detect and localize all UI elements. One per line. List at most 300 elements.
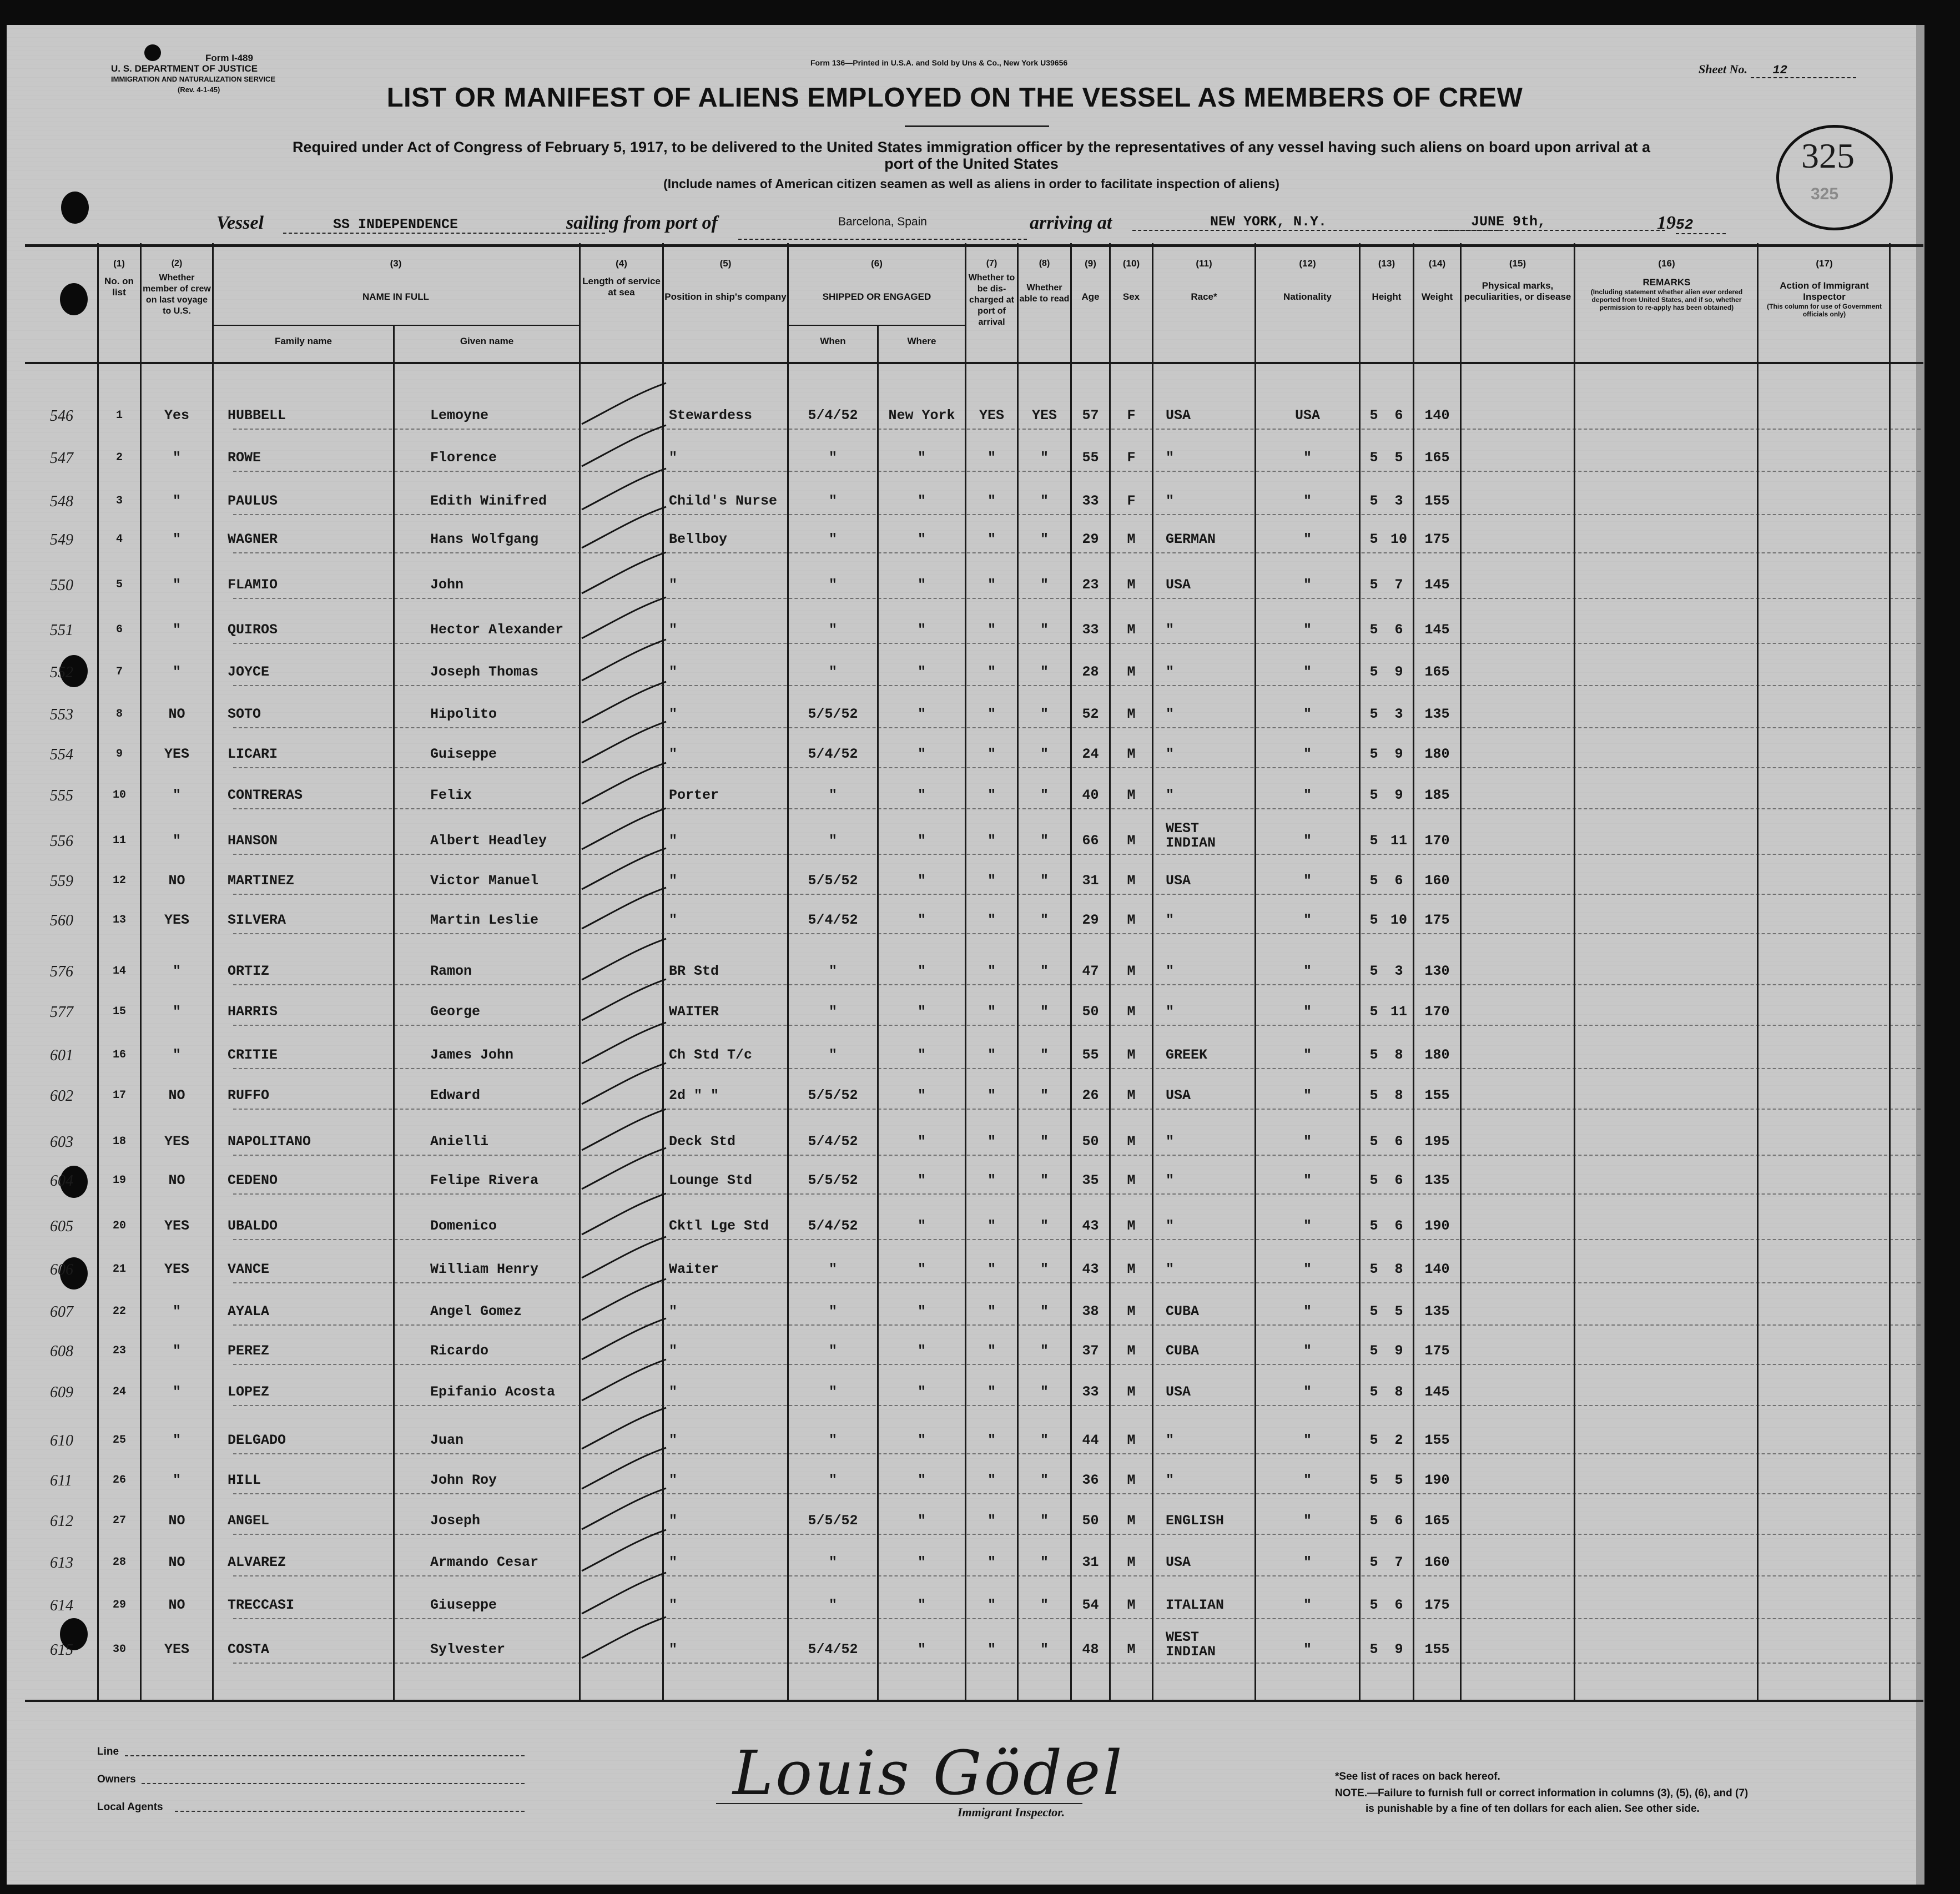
col-number: (1) bbox=[113, 258, 125, 269]
position: " bbox=[669, 1384, 678, 1400]
weight: 165 bbox=[1424, 450, 1450, 466]
col-title: Whether able to read bbox=[1019, 283, 1070, 304]
sex: M bbox=[1127, 531, 1136, 547]
manifest-number: 604 bbox=[50, 1172, 73, 1190]
shipped-where: " bbox=[917, 963, 926, 979]
race: WEST INDIAN bbox=[1166, 1629, 1216, 1660]
height-inches: 8 bbox=[1394, 1384, 1403, 1400]
col-number: (9) bbox=[1085, 258, 1096, 269]
sex: M bbox=[1127, 1432, 1136, 1448]
agents-blank bbox=[175, 1811, 525, 1812]
height-feet: 5 bbox=[1369, 664, 1378, 680]
able-to-read: " bbox=[1040, 1597, 1049, 1613]
list-number: 24 bbox=[112, 1386, 126, 1398]
service-check-mark bbox=[577, 548, 672, 598]
check-stroke bbox=[582, 888, 666, 929]
weight: 155 bbox=[1424, 1087, 1450, 1104]
col-title: Length of service at sea bbox=[582, 276, 661, 298]
service-check-mark bbox=[577, 1613, 672, 1663]
row-rule bbox=[233, 1155, 1921, 1156]
given-name: Domenico bbox=[430, 1218, 497, 1234]
family-name: HILL bbox=[228, 1472, 261, 1488]
weight: 175 bbox=[1424, 1597, 1450, 1613]
crew-last-voyage: NO bbox=[168, 1597, 185, 1613]
list-number: 25 bbox=[112, 1434, 126, 1447]
manifest-number: 613 bbox=[50, 1554, 73, 1571]
family-name: QUIROS bbox=[228, 622, 278, 638]
nationality: " bbox=[1303, 493, 1312, 509]
sheet-number-field bbox=[1699, 62, 1856, 78]
sex: M bbox=[1127, 873, 1136, 889]
nationality: " bbox=[1303, 1384, 1312, 1400]
shipped-where: " bbox=[917, 912, 926, 928]
manifest-number: 547 bbox=[50, 450, 73, 467]
weight: 175 bbox=[1424, 1343, 1450, 1359]
manifest-number: 560 bbox=[50, 912, 73, 929]
check-stroke bbox=[582, 1488, 666, 1529]
position: " bbox=[669, 1554, 678, 1570]
shipped-where: " bbox=[917, 833, 926, 849]
sex: M bbox=[1127, 1047, 1136, 1063]
age: 26 bbox=[1082, 1087, 1099, 1104]
inspector-label: Immigrant Inspector. bbox=[958, 1805, 1065, 1819]
height-feet: 5 bbox=[1369, 1343, 1378, 1359]
nationality: " bbox=[1303, 1047, 1312, 1063]
height-inches: 6 bbox=[1394, 622, 1403, 638]
row-rule bbox=[233, 643, 1921, 644]
nationality: " bbox=[1303, 1134, 1312, 1150]
race: " bbox=[1166, 1261, 1175, 1277]
height-inches: 6 bbox=[1394, 407, 1403, 424]
discharged: " bbox=[987, 1004, 996, 1020]
family-name: PEREZ bbox=[228, 1343, 270, 1359]
col-header-age bbox=[1072, 258, 1109, 303]
shipped-when: 5/5/52 bbox=[808, 1513, 858, 1529]
crew-last-voyage: " bbox=[172, 833, 181, 849]
discharged: " bbox=[987, 1513, 996, 1529]
row-rule bbox=[233, 854, 1921, 855]
col-number: (2) bbox=[171, 259, 183, 268]
nationality: USA bbox=[1294, 407, 1320, 424]
weight: 145 bbox=[1424, 622, 1450, 638]
col-border bbox=[1460, 243, 1462, 1702]
col-title: Whether to be dis-charged at port of arrival bbox=[968, 273, 1015, 327]
height-feet: 5 bbox=[1369, 1087, 1378, 1104]
shipped-where: " bbox=[917, 1432, 926, 1448]
family-name: SILVERA bbox=[228, 912, 286, 928]
sex: M bbox=[1127, 1343, 1136, 1359]
given-name: Sylvester bbox=[430, 1641, 506, 1658]
age: 66 bbox=[1082, 833, 1099, 849]
shipped-where: " bbox=[917, 1641, 926, 1658]
able-to-read: " bbox=[1040, 833, 1049, 849]
penalty-note-2: is punishable by a fine of ten dollars for each alien. See other side. bbox=[1366, 1803, 1700, 1815]
race: " bbox=[1166, 746, 1175, 762]
row-rule bbox=[233, 1364, 1921, 1365]
age: 57 bbox=[1082, 407, 1099, 424]
height-feet: 5 bbox=[1369, 833, 1378, 849]
age: 52 bbox=[1082, 706, 1099, 722]
subtitle bbox=[111, 139, 1832, 192]
discharged: " bbox=[987, 706, 996, 722]
height-feet: 5 bbox=[1369, 746, 1378, 762]
stamp-number-printed: 325 bbox=[1811, 185, 1839, 203]
vessel-name: SS INDEPENDENCE bbox=[283, 216, 605, 234]
weight: 140 bbox=[1424, 407, 1450, 424]
subtitle-line-2: port of the United States bbox=[884, 155, 1059, 172]
shipped-when: " bbox=[828, 1343, 837, 1359]
family-name: ROWE bbox=[228, 450, 261, 466]
height-feet: 5 bbox=[1369, 1303, 1378, 1319]
manifest-number: 608 bbox=[50, 1343, 73, 1360]
crew-last-voyage: " bbox=[172, 1004, 181, 1020]
position: Porter bbox=[669, 787, 719, 803]
nationality: " bbox=[1303, 706, 1312, 722]
shipped-where: " bbox=[917, 1087, 926, 1104]
weight: 185 bbox=[1424, 787, 1450, 803]
penalty-note-1: NOTE.—Failure to furnish full or correct information in columns (3), (5), (6), and (7) bbox=[1335, 1787, 1749, 1799]
crew-last-voyage: NO bbox=[168, 873, 185, 889]
height-inches: 11 bbox=[1390, 833, 1407, 849]
nationality: " bbox=[1303, 833, 1312, 849]
family-name: NAPOLITANO bbox=[228, 1134, 311, 1150]
height-feet: 5 bbox=[1369, 622, 1378, 638]
nationality: " bbox=[1303, 1472, 1312, 1488]
position: " bbox=[669, 706, 678, 722]
height-inches: 8 bbox=[1394, 1047, 1403, 1063]
age: 50 bbox=[1082, 1134, 1099, 1150]
col-number: (5) bbox=[719, 258, 732, 269]
shipped-when: " bbox=[828, 1384, 837, 1400]
list-number: 14 bbox=[112, 965, 126, 978]
sheet-edge bbox=[1916, 25, 1924, 1885]
height-feet: 5 bbox=[1369, 1047, 1378, 1063]
able-to-read: " bbox=[1040, 706, 1049, 722]
check-stroke bbox=[582, 552, 666, 593]
weight: 180 bbox=[1424, 1047, 1450, 1063]
crew-last-voyage: YES bbox=[164, 1218, 189, 1234]
height-feet: 5 bbox=[1369, 1004, 1378, 1020]
able-to-read: " bbox=[1040, 664, 1049, 680]
race: " bbox=[1166, 912, 1175, 928]
discharged: " bbox=[987, 912, 996, 928]
shipped-where: " bbox=[917, 787, 926, 803]
family-name: DELGADO bbox=[228, 1432, 286, 1448]
check-stroke bbox=[582, 939, 666, 980]
height-inches: 7 bbox=[1394, 1554, 1403, 1570]
col-number: (15) bbox=[1509, 258, 1526, 269]
shipped-when: " bbox=[828, 450, 837, 466]
check-stroke bbox=[582, 1193, 666, 1235]
race: " bbox=[1166, 664, 1175, 680]
sex: M bbox=[1127, 1218, 1136, 1234]
col-border bbox=[1574, 243, 1575, 1702]
discharged: " bbox=[987, 1172, 996, 1188]
col-subtitle: (This column for use of Government officials only) bbox=[1767, 303, 1882, 318]
col-header-service bbox=[581, 258, 662, 298]
check-stroke bbox=[582, 1448, 666, 1489]
list-number: 26 bbox=[112, 1474, 126, 1487]
col-header-family: Family name bbox=[275, 336, 332, 346]
shipped-where: " bbox=[917, 873, 926, 889]
signature-rule bbox=[716, 1803, 1082, 1804]
position: " bbox=[669, 833, 678, 849]
table-header-border bbox=[25, 362, 1923, 364]
row-rule bbox=[233, 1575, 1921, 1576]
manifest-number: 553 bbox=[50, 706, 73, 723]
row-rule bbox=[233, 1109, 1921, 1110]
race: ITALIAN bbox=[1166, 1597, 1225, 1613]
check-stroke bbox=[582, 425, 666, 466]
shipped-where: " bbox=[917, 1597, 926, 1613]
able-to-read: " bbox=[1040, 1343, 1049, 1359]
family-name: CEDENO bbox=[228, 1172, 278, 1188]
family-name: LOPEZ bbox=[228, 1384, 270, 1400]
col-title: No. on list bbox=[104, 276, 134, 298]
row-rule bbox=[233, 1534, 1921, 1535]
sailing-label: sailing from port of bbox=[566, 213, 718, 233]
manifest-number: 615 bbox=[50, 1641, 73, 1659]
weight: 195 bbox=[1424, 1134, 1450, 1150]
punch-hole bbox=[60, 283, 88, 315]
row-rule bbox=[233, 1025, 1921, 1026]
row-rule bbox=[233, 984, 1921, 985]
able-to-read: " bbox=[1040, 493, 1049, 509]
list-number: 19 bbox=[112, 1174, 126, 1187]
age: 40 bbox=[1082, 787, 1099, 803]
row-rule bbox=[233, 685, 1921, 686]
height-feet: 5 bbox=[1369, 787, 1378, 803]
col-title: Action of Immigrant Inspector bbox=[1780, 280, 1869, 302]
weight: 190 bbox=[1424, 1472, 1450, 1488]
manifest-number: 611 bbox=[50, 1472, 72, 1489]
name-subheader-line bbox=[212, 325, 580, 326]
table-top-border bbox=[25, 244, 1923, 247]
list-number: 4 bbox=[115, 533, 123, 546]
col-title: Age bbox=[1081, 291, 1100, 302]
row-rule bbox=[233, 514, 1921, 515]
height-inches: 5 bbox=[1394, 1472, 1403, 1488]
check-stroke bbox=[582, 1148, 666, 1189]
col-header-shipped bbox=[789, 258, 965, 303]
col-subtitle: (Including statement whether alien ever ordered deported from United States, and if so, whether permission to re-apply has been obtained) bbox=[1590, 288, 1743, 311]
shipped-where: " bbox=[917, 622, 926, 638]
age: 31 bbox=[1082, 1554, 1099, 1570]
manifest-number: 606 bbox=[50, 1261, 73, 1278]
sex: M bbox=[1127, 1134, 1136, 1150]
crew-last-voyage: Yes bbox=[164, 407, 189, 424]
race: GERMAN bbox=[1166, 531, 1216, 547]
height-inches: 7 bbox=[1394, 577, 1403, 593]
manifest-number: 605 bbox=[50, 1218, 73, 1235]
weight: 135 bbox=[1424, 1303, 1450, 1319]
shipped-when: 5/4/52 bbox=[808, 1134, 858, 1150]
owners-label: Owners bbox=[97, 1774, 136, 1785]
shipped-where: " bbox=[917, 1554, 926, 1570]
weight: 175 bbox=[1424, 912, 1450, 928]
sex: M bbox=[1127, 912, 1136, 928]
row-rule bbox=[233, 471, 1921, 472]
age: 50 bbox=[1082, 1004, 1099, 1020]
form-revision: (Rev. 4-1-45) bbox=[178, 85, 220, 94]
age: 28 bbox=[1082, 664, 1099, 680]
height-inches: 9 bbox=[1394, 746, 1403, 762]
row-rule bbox=[233, 727, 1921, 728]
check-stroke bbox=[582, 1022, 666, 1064]
page-title: LIST OR MANIFEST OF ALIENS EMPLOYED ON THE VESSEL AS MEMBERS OF CREW bbox=[386, 83, 1523, 113]
weight: 170 bbox=[1424, 833, 1450, 849]
manifest-number: 549 bbox=[50, 531, 73, 548]
crew-last-voyage: NO bbox=[168, 706, 185, 722]
crew-last-voyage: " bbox=[172, 1303, 181, 1319]
shipped-when: " bbox=[828, 963, 837, 979]
title-rule bbox=[905, 125, 1049, 127]
age: 24 bbox=[1082, 746, 1099, 762]
service-check-mark bbox=[577, 1355, 672, 1405]
height-feet: 5 bbox=[1369, 1261, 1378, 1277]
height-inches: 2 bbox=[1394, 1432, 1403, 1448]
shipped-when: " bbox=[828, 1472, 837, 1488]
check-stroke bbox=[582, 1573, 666, 1614]
age: 33 bbox=[1082, 622, 1099, 638]
able-to-read: " bbox=[1040, 1472, 1049, 1488]
nationality: " bbox=[1303, 873, 1312, 889]
crew-last-voyage: NO bbox=[168, 1172, 185, 1188]
shipped-when: " bbox=[828, 787, 837, 803]
shipped-where: " bbox=[917, 664, 926, 680]
vessel-line bbox=[216, 213, 264, 234]
able-to-read: " bbox=[1040, 1087, 1049, 1104]
table-bottom-border bbox=[25, 1700, 1923, 1702]
col-header-read bbox=[1019, 258, 1070, 305]
col-number: (6) bbox=[871, 258, 883, 269]
height-inches: 10 bbox=[1390, 531, 1407, 547]
sex: M bbox=[1127, 622, 1136, 638]
check-stroke bbox=[582, 1617, 666, 1658]
shipped-when: " bbox=[828, 493, 837, 509]
list-number: 5 bbox=[115, 578, 123, 591]
family-name: RUFFO bbox=[228, 1087, 270, 1104]
service-check-mark bbox=[577, 1189, 672, 1239]
list-number: 13 bbox=[112, 914, 126, 926]
family-name: CONTRERAS bbox=[228, 787, 303, 803]
shipped-when: 5/4/52 bbox=[808, 1218, 858, 1234]
family-name: FLAMIO bbox=[228, 577, 278, 593]
discharged: " bbox=[987, 746, 996, 762]
age: 36 bbox=[1082, 1472, 1099, 1488]
service-check-mark bbox=[577, 421, 672, 471]
race: USA bbox=[1166, 407, 1191, 424]
shipped-when: " bbox=[828, 1261, 837, 1277]
discharged: " bbox=[987, 1218, 996, 1234]
age: 55 bbox=[1082, 450, 1099, 466]
position: " bbox=[669, 1303, 678, 1319]
sheet-label: Sheet No. bbox=[1699, 62, 1747, 76]
height-inches: 10 bbox=[1390, 912, 1407, 928]
race: " bbox=[1166, 787, 1175, 803]
col-title: Whether member of crew on last voyage to U.S. bbox=[143, 273, 211, 316]
crew-last-voyage: " bbox=[172, 531, 181, 547]
discharged: " bbox=[987, 1047, 996, 1063]
position: " bbox=[669, 1641, 678, 1658]
crew-last-voyage: YES bbox=[164, 912, 189, 928]
nationality: " bbox=[1303, 1004, 1312, 1020]
given-name: Joseph bbox=[430, 1513, 481, 1529]
able-to-read: " bbox=[1040, 1384, 1049, 1400]
race: GREEK bbox=[1166, 1047, 1208, 1063]
shipped-where: " bbox=[917, 746, 926, 762]
row-rule bbox=[233, 1068, 1921, 1069]
service-check-mark bbox=[577, 1144, 672, 1193]
col-header-weight bbox=[1414, 258, 1460, 303]
list-number: 18 bbox=[112, 1135, 126, 1148]
height-feet: 5 bbox=[1369, 1597, 1378, 1613]
row-rule bbox=[233, 1618, 1921, 1619]
age: 48 bbox=[1082, 1641, 1099, 1658]
height-inches: 9 bbox=[1394, 787, 1403, 803]
shipped-where: " bbox=[917, 1218, 926, 1234]
family-name: HANSON bbox=[228, 833, 278, 849]
height-inches: 3 bbox=[1394, 493, 1403, 509]
height-feet: 5 bbox=[1369, 912, 1378, 928]
able-to-read: " bbox=[1040, 746, 1049, 762]
position: " bbox=[669, 1597, 678, 1613]
owners-blank bbox=[142, 1783, 525, 1784]
discharged: " bbox=[987, 1261, 996, 1277]
position: Cktl Lge Std bbox=[669, 1218, 769, 1234]
shipped-when: 5/5/52 bbox=[808, 706, 858, 722]
shipped-where: " bbox=[917, 1134, 926, 1150]
height-feet: 5 bbox=[1369, 1472, 1378, 1488]
shipped-when: " bbox=[828, 577, 837, 593]
list-number: 6 bbox=[115, 623, 123, 636]
given-name: Martin Leslie bbox=[430, 912, 539, 928]
family-name: COSTA bbox=[228, 1641, 270, 1658]
race: " bbox=[1166, 1218, 1175, 1234]
position: Stewardess bbox=[669, 407, 753, 424]
age: 37 bbox=[1082, 1343, 1099, 1359]
punch-hole bbox=[61, 192, 89, 224]
col-header-discharged bbox=[966, 258, 1017, 328]
col-title: Position in ship's company bbox=[664, 291, 787, 302]
list-number: 22 bbox=[112, 1305, 126, 1318]
col-border bbox=[1359, 243, 1361, 1702]
col-title: Weight bbox=[1421, 291, 1453, 302]
height-feet: 5 bbox=[1369, 407, 1378, 424]
able-to-read: " bbox=[1040, 1047, 1049, 1063]
height-feet: 5 bbox=[1369, 1384, 1378, 1400]
crew-last-voyage: NO bbox=[168, 1554, 185, 1570]
family-name: ANGEL bbox=[228, 1513, 270, 1529]
shipped-where: " bbox=[917, 706, 926, 722]
given-name: Joseph Thomas bbox=[430, 664, 539, 680]
crew-last-voyage: " bbox=[172, 493, 181, 509]
sex: M bbox=[1127, 1303, 1136, 1319]
position: Ch Std T/c bbox=[669, 1047, 753, 1063]
nationality: " bbox=[1303, 1597, 1312, 1613]
race: " bbox=[1166, 493, 1175, 509]
age: 44 bbox=[1082, 1432, 1099, 1448]
weight: 130 bbox=[1424, 963, 1450, 979]
col-header-position bbox=[664, 258, 787, 303]
age: 47 bbox=[1082, 963, 1099, 979]
shipped-when: " bbox=[828, 1554, 837, 1570]
nationality: " bbox=[1303, 622, 1312, 638]
row-rule bbox=[233, 1405, 1921, 1406]
list-number: 17 bbox=[112, 1089, 126, 1102]
sex: M bbox=[1127, 1087, 1136, 1104]
nationality: " bbox=[1303, 746, 1312, 762]
